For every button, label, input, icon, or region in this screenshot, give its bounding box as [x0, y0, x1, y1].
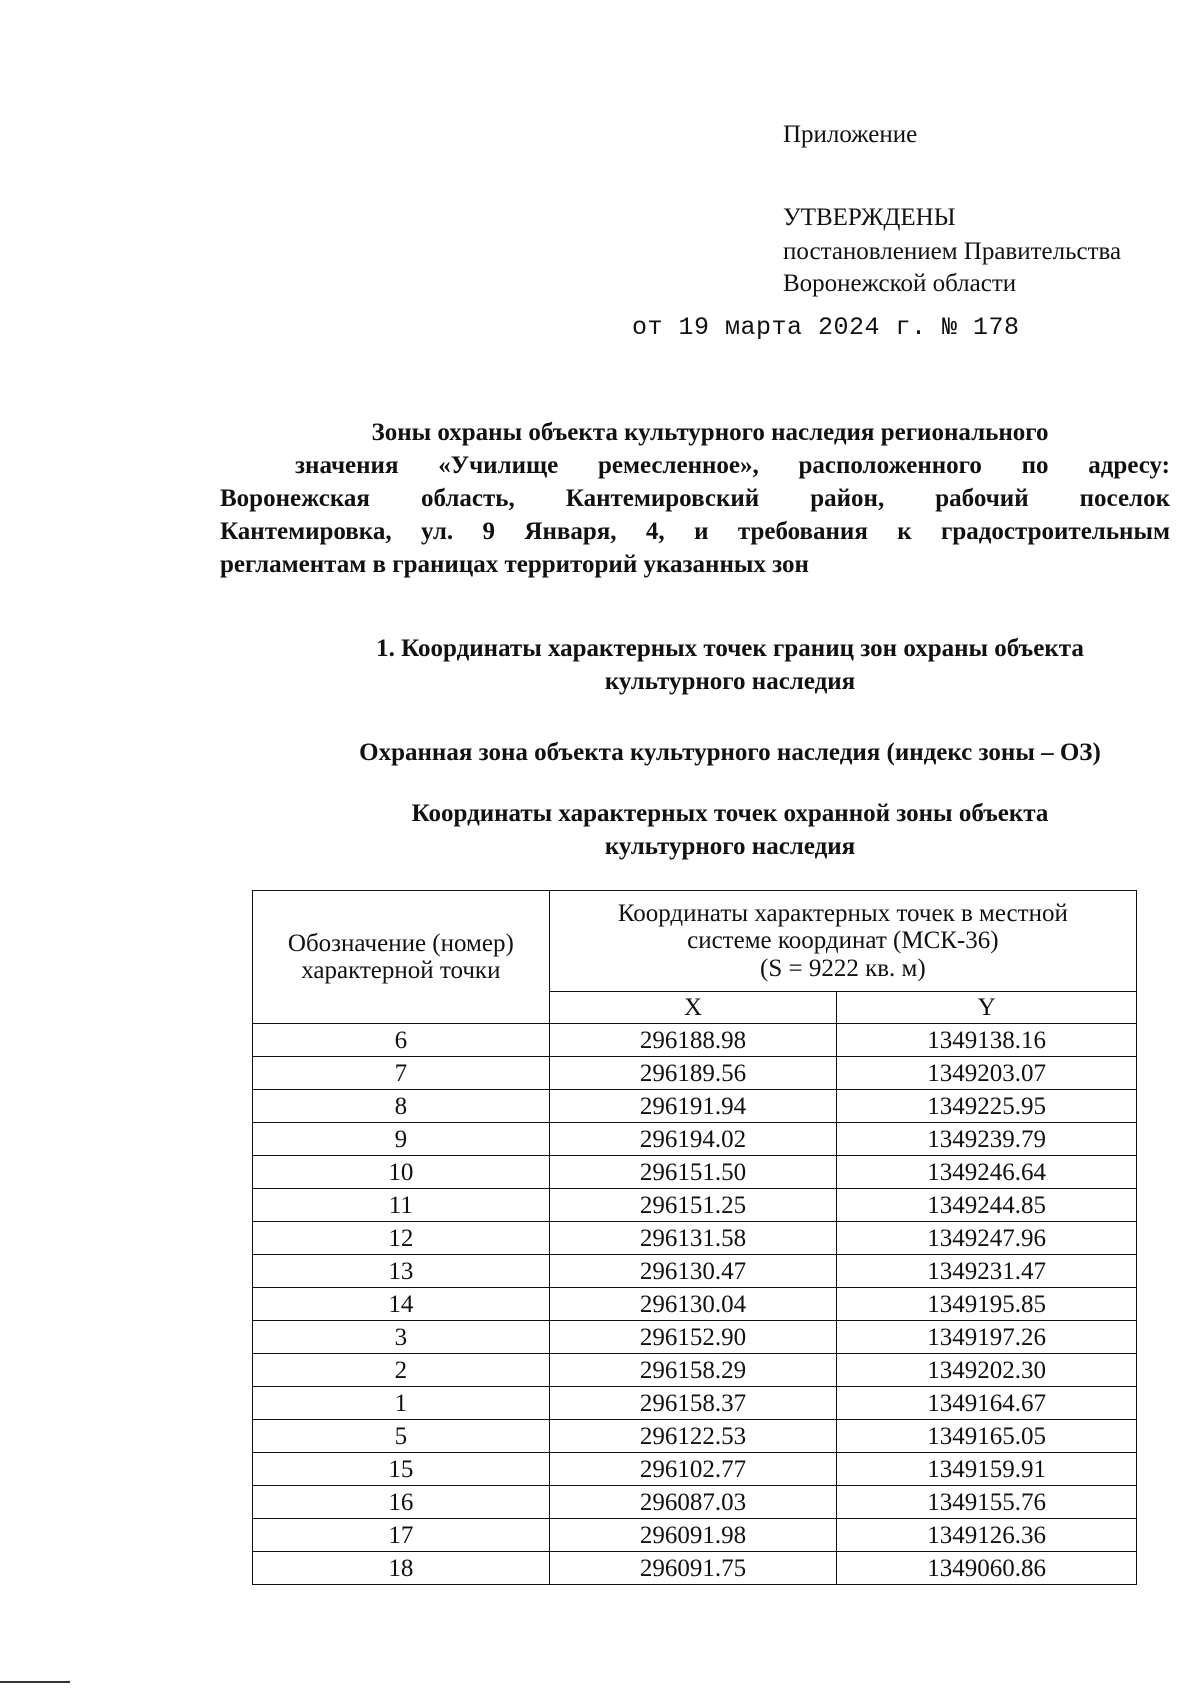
x-cell: 296188.98: [549, 1024, 837, 1057]
x-cell: 296130.04: [549, 1288, 837, 1321]
point-cell: 6: [253, 1024, 550, 1057]
x-cell: 296122.53: [549, 1420, 837, 1453]
title-line: Кантемировка, ул. 9 Января, 4, и требования к градостроительным: [220, 518, 1170, 545]
y-cell: 1349231.47: [837, 1255, 1137, 1288]
table-row: [253, 1453, 1137, 1486]
x-cell: 296158.37: [549, 1387, 837, 1420]
title-line: регламентам в границах территорий указанных зон: [220, 551, 809, 578]
point-cell: 8: [253, 1090, 550, 1123]
x-cell: 296194.02: [549, 1123, 837, 1156]
table-row: [253, 1387, 1137, 1420]
point-cell: 2: [253, 1354, 550, 1387]
table-row: [253, 1321, 1137, 1354]
point-cell: 3: [253, 1321, 550, 1354]
y-cell: 1349246.64: [837, 1156, 1137, 1189]
point-cell: 7: [253, 1057, 550, 1090]
date-stamp: от 19 марта 2024 г. № 178: [632, 313, 1020, 342]
y-column-header: Y: [837, 992, 1137, 1024]
approved-by-line2: Воронежской области: [783, 270, 1017, 297]
table-row: [253, 1057, 1137, 1090]
point-cell: 1: [253, 1387, 550, 1420]
point-cell: 15: [253, 1453, 550, 1486]
x-cell: 296130.47: [549, 1255, 837, 1288]
point-cell: 5: [253, 1420, 550, 1453]
point-cell: 17: [253, 1519, 550, 1552]
approved-label: УТВЕРЖДЕНЫ: [783, 204, 956, 231]
point-cell: 9: [253, 1123, 550, 1156]
y-cell: 1349239.79: [837, 1123, 1137, 1156]
table-row: [253, 1288, 1137, 1321]
point-cell: 10: [253, 1156, 550, 1189]
title-line: Воронежская область, Кантемировский район, рабочий поселок: [220, 485, 1170, 512]
y-cell: 1349247.96: [837, 1222, 1137, 1255]
approved-by-line1: постановлением Правительства: [783, 238, 1122, 265]
y-cell: 1349159.91: [837, 1453, 1137, 1486]
y-cell: 1349165.05: [837, 1420, 1137, 1453]
point-header-line2: характерной точки: [301, 957, 501, 984]
x-cell: 296091.98: [549, 1519, 837, 1552]
section-heading-line1: 1. Координаты характерных точек границ зон охраны объекта: [376, 635, 1084, 662]
table-row: [253, 1024, 1137, 1057]
x-cell: 296091.75: [549, 1552, 837, 1585]
title-line: значения «Училище ремесленное», расположенного по адресу:: [295, 452, 1170, 479]
point-column-header: [253, 891, 550, 1024]
coords-header-line2: системе координат (МСК-36): [687, 927, 999, 955]
y-cell: 1349225.95: [837, 1090, 1137, 1123]
y-cell: 1349164.67: [837, 1387, 1137, 1420]
point-header-line1: Обозначение (номер): [287, 929, 514, 957]
table-row: [253, 1156, 1137, 1189]
table-heading-line2: культурного наследия: [604, 833, 856, 860]
x-cell: 296158.29: [549, 1354, 837, 1387]
table-row: [253, 1354, 1137, 1387]
point-cell: 12: [253, 1222, 550, 1255]
y-cell: 1349060.86: [837, 1552, 1137, 1585]
table-row: [253, 1255, 1137, 1288]
x-cell: 296152.90: [549, 1321, 837, 1354]
y-cell: 1349244.85: [837, 1189, 1137, 1222]
point-cell: 13: [253, 1255, 550, 1288]
x-cell: 296087.03: [549, 1486, 837, 1519]
y-cell: 1349155.76: [837, 1486, 1137, 1519]
point-cell: 18: [253, 1552, 550, 1585]
y-cell: 1349195.85: [837, 1288, 1137, 1321]
x-cell: 296191.94: [549, 1090, 837, 1123]
point-cell: 11: [253, 1189, 550, 1222]
table-row: [253, 1123, 1137, 1156]
y-cell: 1349202.30: [837, 1354, 1137, 1387]
document-title: [220, 416, 1170, 581]
x-cell: 296151.50: [549, 1156, 837, 1189]
x-cell: 296102.77: [549, 1453, 837, 1486]
table-heading: [300, 797, 1160, 863]
point-cell: 16: [253, 1486, 550, 1519]
zone-heading: Охранная зона объекта культурного наследия (индекс зоны – ОЗ): [359, 739, 1101, 766]
table-row: [253, 1552, 1137, 1585]
table-row: [253, 1519, 1137, 1552]
y-cell: 1349197.26: [837, 1321, 1137, 1354]
coords-header-line3: (S = 9222 кв. м): [760, 954, 926, 982]
point-cell: 14: [253, 1288, 550, 1321]
section-heading-line2: культурного наследия: [604, 668, 856, 695]
section-heading: [300, 632, 1160, 698]
table-row: [253, 1486, 1137, 1519]
table-row: [253, 1222, 1137, 1255]
x-cell: 296189.56: [549, 1057, 837, 1090]
table-row: [253, 1090, 1137, 1123]
table-body: [253, 1024, 1137, 1585]
y-cell: 1349203.07: [837, 1057, 1137, 1090]
table-heading-line1: Координаты характерных точек охранной зоны объекта: [411, 800, 1049, 827]
y-cell: 1349138.16: [837, 1024, 1137, 1057]
x-cell: 296131.58: [549, 1222, 837, 1255]
coords-header-line1: Координаты характерных точек в местной: [617, 899, 1068, 927]
x-column-header: X: [549, 992, 837, 1024]
title-line: Зоны охраны объекта культурного наследия регионального: [371, 419, 1049, 446]
appendix-label: Приложение: [783, 121, 918, 148]
table-row: [253, 1189, 1137, 1222]
y-cell: 1349126.36: [837, 1519, 1137, 1552]
coords-column-header: [549, 891, 1136, 992]
table-row: [253, 1420, 1137, 1453]
x-cell: 296151.25: [549, 1189, 837, 1222]
coordinates-table: [252, 890, 1137, 1585]
scan-mark: [0, 1681, 70, 1683]
